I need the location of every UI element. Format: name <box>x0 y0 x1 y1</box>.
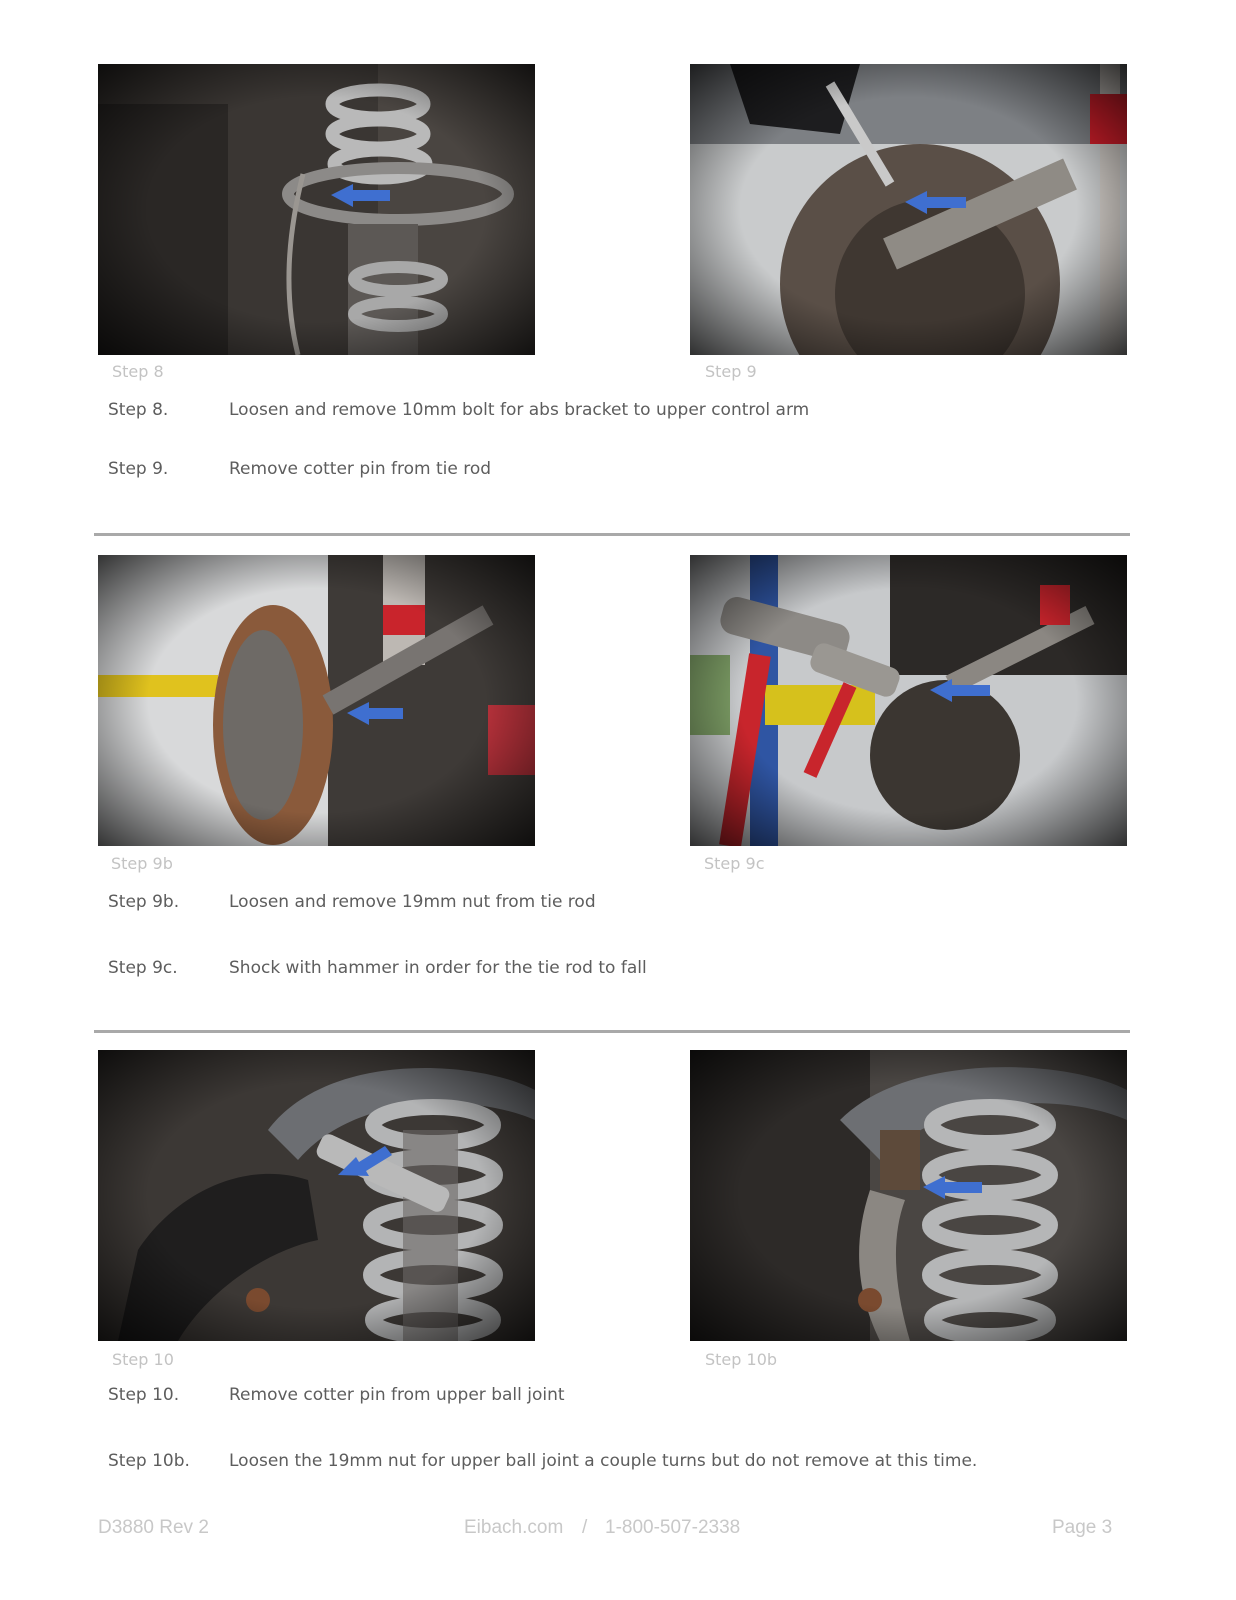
photo-caption-step-9: Step 9 <box>705 362 757 381</box>
footer-separator: / <box>582 1517 588 1538</box>
photo-caption-step-10b: Step 10b <box>705 1350 778 1369</box>
photo-caption-step-8: Step 8 <box>112 362 164 381</box>
photo-step-9 <box>690 64 1127 355</box>
step-instruction: Loosen and remove 19mm nut from tie rod <box>229 892 596 912</box>
photo-step-9c <box>690 555 1127 846</box>
photo-caption-step-9c: Step 9c <box>704 854 765 873</box>
section-divider <box>94 1030 1130 1033</box>
step-label: Step 9b. <box>108 892 180 912</box>
photo-step-10b <box>690 1050 1127 1341</box>
photo-caption-step-9b: Step 9b <box>111 854 173 873</box>
step-instruction: Remove cotter pin from upper ball joint <box>229 1385 565 1405</box>
step-instruction: Loosen and remove 10mm bolt for abs bracket to upper control arm <box>229 400 810 420</box>
step-label: Step 9c. <box>108 958 178 978</box>
step-instruction: Shock with hammer in order for the tie rod to fall <box>229 958 647 978</box>
step-label: Step 9. <box>108 459 169 479</box>
photo-step-8 <box>98 64 535 355</box>
footer-doc-id: D3880 Rev 2 <box>98 1517 209 1538</box>
footer-page-number: Page 3 <box>1052 1517 1113 1538</box>
photo-step-10 <box>98 1050 535 1341</box>
step-instruction: Remove cotter pin from tie rod <box>229 459 492 479</box>
photo-caption-step-10: Step 10 <box>112 1350 174 1369</box>
photo-step-9b <box>98 555 535 846</box>
section-divider <box>94 533 1130 536</box>
footer-phone: 1-800-507-2338 <box>605 1517 741 1538</box>
step-instruction: Loosen the 19mm nut for upper ball joint a couple turns but do not remove at this time. <box>229 1451 978 1471</box>
step-label: Step 10b. <box>108 1451 190 1471</box>
step-label: Step 8. <box>108 400 169 420</box>
step-label: Step 10. <box>108 1385 180 1405</box>
footer-website: Eibach.com <box>464 1517 564 1538</box>
